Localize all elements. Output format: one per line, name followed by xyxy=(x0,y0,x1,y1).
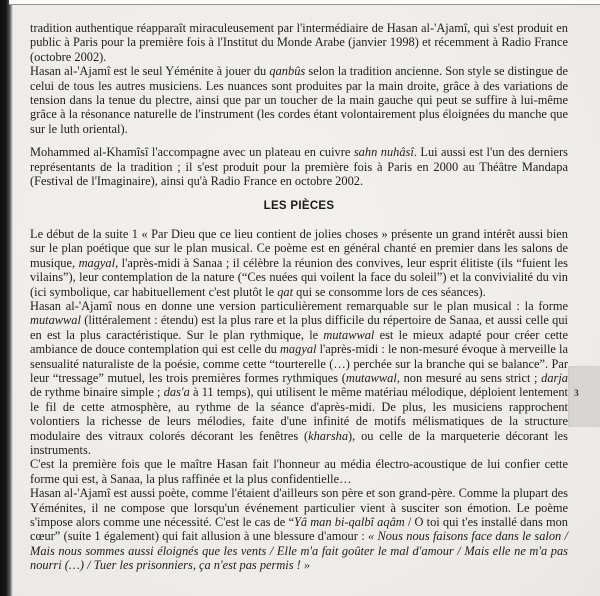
paragraph-continuation: tradition authentique réapparaît miraculeusement par l'intermédiaire de Hasan al-'Ajamî, qui s'est produit en public à Paris pour la première fois à l'Institut du Monde Arabe (janvier 1998) et récemment à Radio France (octobre 2002). xyxy=(30,21,568,64)
page-number: 3 xyxy=(574,389,579,399)
paragraph-qanbus: Hasan al-'Ajamî est le seul Yéménite à jouer du qanbûs selon la tradition ancienne. Son style se distingue de celui de tous les autres musiciens. Les nuances sont produites par la main droite, grâce à des variations de tension dans la tenue du plectre, ainsi que par un toucher de la main gauche qui peut se suffire à lui-même grâce à la résonance naturelle de l'instrument (les cordes étant volontairement plus éloignées du manche que sur le luth oriental). xyxy=(30,64,568,136)
page-spine-shadow xyxy=(0,0,13,596)
paragraph-suite1: Le début de la suite 1 « Par Dieu que ce lieu contient de jolies choses » présente un grand intérêt aussi bien sur le plan poétique que sur le plan musical. Ce poème est en général chanté en premier dans les salons de musique, magyal, l'après-midi à Sanaa ; il célèbre la réunion des convives, leur esprit élitiste (ils “fuient les vilains”), leur contemplation de la nature (“Ces nuées qui voilent la face du soleil”) et la convivialité du vin (ici symbolique, car habituellement c'est plutôt le qat qui se consomme lors de ces séances). xyxy=(30,226,568,299)
paragraph-khamisi: Mohammed al-Khamîsî l'accompagne avec un plateau en cuivre sahn nuhâsî. Lui aussi est l'un des derniers représentants de la tradition ; il s'est produit pour la première fois à Paris en 2000 au Théâtre Mandapa (Festival de l'Imaginaire), ainsi qu'à Radio France en octobre 2002. xyxy=(30,145,568,189)
paragraph-poete: Hasan al-'Ajamî est aussi poète, comme l'étaient d'ailleurs son père et son grand-père. Comme la plupart des Yéménites, il ne compose que lorsqu'un événement particulier vient à susciter son émotion. Le poème s'impose alors comme une nécessité. C'est le cas de “Yâ man bi-qalbî aqâm / O toi qui t'es installé dans mon cœur” (suite 1 également) qui fait allusion à une blessure d'amour : « Nous nous faisons face dans le salon / Mais nous sommes aussi éloignés que les vents / Elle m'a fait goûter le mal d'amour / Mais elle ne m'a pas nourri (…) / Tuer les prisonniers, ça n'est pas permis ! » xyxy=(30,486,568,573)
paragraph-premiere-fois: C'est la première fois que le maître Hasan fait l'honneur au média électro-acoustique de lui confier cette forme qui est, à Sanaa, la plus raffinée et la plus confidentielle… xyxy=(30,457,568,486)
page-number-tab xyxy=(568,366,600,427)
page-top-edge xyxy=(9,0,600,5)
text-block xyxy=(30,21,568,573)
paragraph-mutawwal: Hasan al-'Ajamî nous en donne une version particulièrement remarquable sur le plan musical : la forme mutawwal (littéralement : étendu) est la plus rare et la plus difficile du répertoire de Sanaa, et aussi celle qui en est la plus caractéristique. Sur le plan rythmique, le mutawwal est le mieux adapté pour créer cette ambiance de douce contemplation qui est celle du magyal l'après-midi : le non-mesuré évoque à merveille la sensualité naturaliste de la poésie, comme cette “tourterelle (…) perchée sur la branche qui se balance”. Par leur “tressage” mutuel, les trois premières formes rythmiques (mutawwal, non mesuré au sens strict ; darja de rythme binaire simple ; das'a à 11 temps), qui utilisent le même matériau mélodique, déploient lentement le fil de cette atmosphère, au rythme de la séance d'après-midi. De plus, les musiciens rapprochent volontiers la richesse de leurs mélodies, faite d'une infinité de motifs mélismatiques de la structure modulaire des vitraux colorés décorant les fenêtres (kharsha), ou celle de la marqueterie décorant les instruments. xyxy=(30,298,569,457)
section-heading: LES PIÈCES xyxy=(263,200,335,213)
